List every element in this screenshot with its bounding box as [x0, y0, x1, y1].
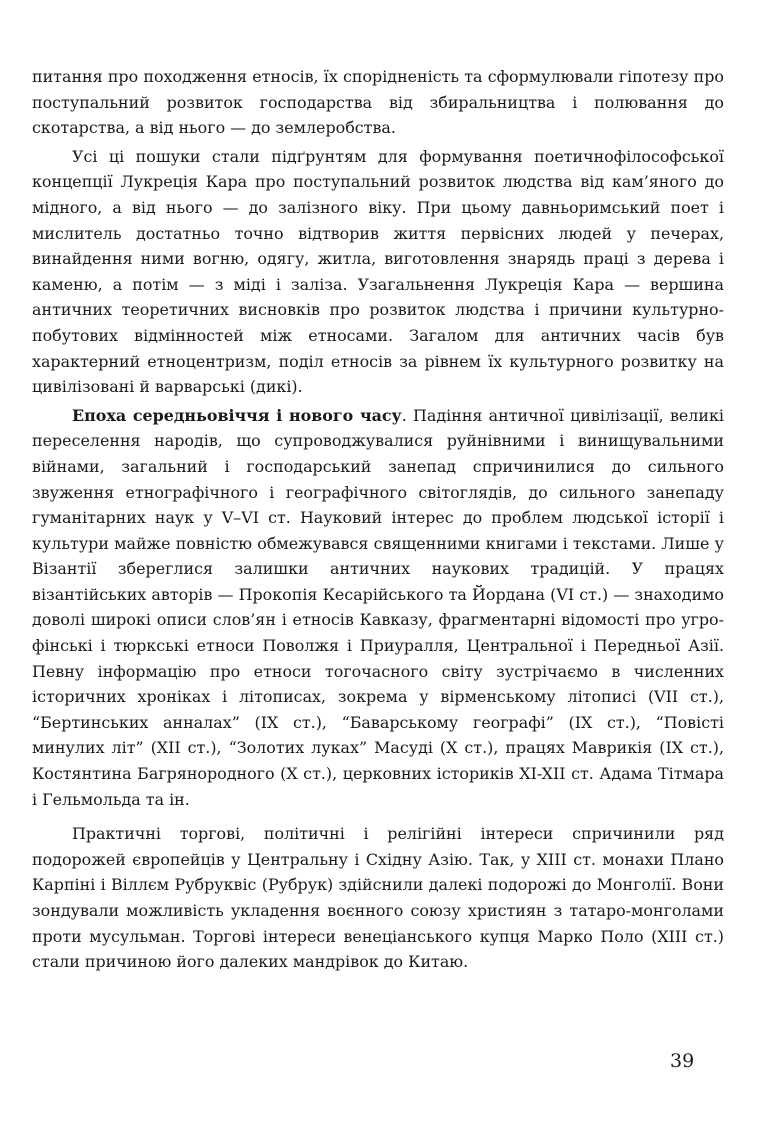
paragraph-text: Практичні торгові, політичні і релігійні інтереси спричинили ряд подорожей європейців у Центральну і Східну Азію. Так, у XIII ст. монахи Плано Карпіні і Віллєм Рубруквіс (Рубрук) здійснили далекі подорожі до Монголії. Вони зондували можливість укладення воєнного союзу християн з татаро-монголами проти мусульман. Торгові інтереси венеціанського купця Марко Поло (XIII ст.) стали причиною його далеких мандрівок до Китаю. [32, 824, 724, 972]
section-lead-heading: Епоха середньовіччя і нового часу [72, 405, 402, 425]
paragraph-travels [32, 821, 724, 975]
paragraph-text: . Падіння античної цивілізації, великі переселення народів, що супроводжувалися руйнівними і винищувальними війнами, загальний і господарський занепад спричинилися до сильного звуження етнографічного і географічного світоглядів, до сильного занепаду гуманітарних наук у V–VI ст. Науковий інтерес до проблем людської історії і культури майже повністю обмежувався священними книгами і текстами. Лише у Візантії збереглися залишки античних наукових традицій. У працях візантійських авторів — Прокопія Кесарійського та Йордана (VI ст.) — знаходимо доволі широкі описи слов’ян і етносів Кавказу, фрагментарні відомості про угро-фінські і тюркські етноси Поволжя і Приуралля, Центральної і Передньої Азії. Певну інформацію про етноси тогочасного світу зустрічаємо в численних історичних хроніках і літописах, зокрема у вірменському літописі (VII ст.), “Бертинських анналах” (IX ст.), “Баварському географі” (IX ст.), “Повісті минулих літ” (XII ст.), “Золотих луках” Масуді (X ст.), працях Маврикія (IX ст.), Костянтина Багрянородного (X ст.), церковних історикiв XI-XII ст. Адама Тітмара і Гельмольда та ін. [32, 405, 725, 809]
paragraph-text: питання про походження етносів, їх спорідненість та сформулювали гіпотезу про поступальний розвиток господарства від збиральництва і полювання до скотарства, а від нього — до землеробства. [32, 67, 724, 138]
page-body [32, 64, 724, 975]
paragraph-continuation [32, 64, 724, 141]
paragraph-text: Усі ці пошуки стали підґрунтям для формування поетичнофілософської концепції Лукреція Кара про поступальний розвиток людства від кам’яного до мідного, а від нього — до залізного віку. При цьому давньоримський поет і мислитель достатньо точно відтворив життя первісних людей у печерах, винайдення ними вогню, одягу, житла, виготовлення знарядь праці з дерева і каменю, а потім — з міді і заліза. Узагальнення Лукреція Кара — вершина античних теоретичних висновків про розвиток людства і причини культурно-побутових відмінностей між етносами. Загалом для античних часів був характерний етноцентризм, поділ етносів за рівнем їх культурного розвитку на цивілізовані й варварські (дикі). [32, 146, 724, 397]
page-number: 39 [670, 1050, 695, 1072]
paragraph-lucretius [32, 144, 724, 400]
paragraph-middle-ages [32, 403, 724, 813]
